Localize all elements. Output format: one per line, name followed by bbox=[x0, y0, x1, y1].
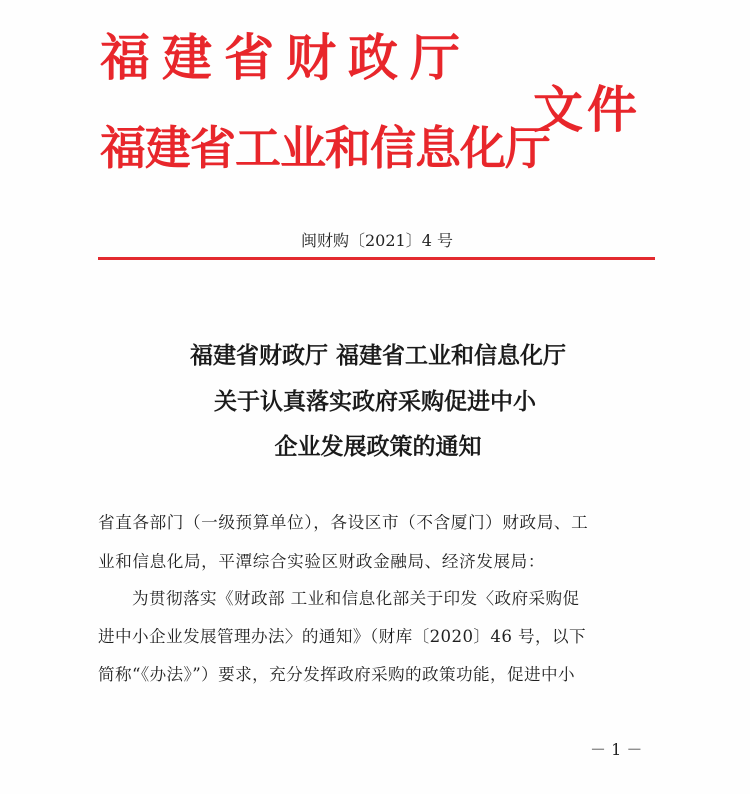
document-type-label: 文件 bbox=[533, 80, 641, 139]
body-paragraph-line-2: 进中小企业发展管理办法〉的通知》（财库〔2020〕46 号，以下 bbox=[98, 627, 586, 646]
page-number: － 1 － bbox=[590, 740, 643, 759]
issuer-name-finance-dept: 福建省财政厅 bbox=[100, 28, 472, 87]
body-paragraph-line-1: 为贯彻落实《财政部 工业和信息化部关于印发〈政府采购促 bbox=[132, 589, 580, 608]
document-title-line-3: 企业发展政策的通知 bbox=[274, 433, 482, 460]
document-title-line-1: 福建省财政厅 福建省工业和信息化厅 bbox=[189, 342, 566, 369]
red-separator-line bbox=[98, 257, 655, 260]
addressee-line-1: 省直各部门（一级预算单位），各设区市（不含厦门）财政局、工 bbox=[98, 513, 589, 532]
issuer-name-industry-dept: 福建省工业和信息化厅 bbox=[100, 121, 550, 175]
body-paragraph-line-3: 简称“《办法》”）要求，充分发挥政府采购的政策功能，促进中小 bbox=[98, 665, 575, 684]
document-number: 闽财购〔2021〕4 号 bbox=[301, 231, 453, 250]
addressee-line-2: 业和信息化局，平潭综合实验区财政金融局、经济发展局： bbox=[98, 552, 546, 571]
document-title-line-2: 关于认真落实政府采购促进中小 bbox=[214, 388, 536, 415]
